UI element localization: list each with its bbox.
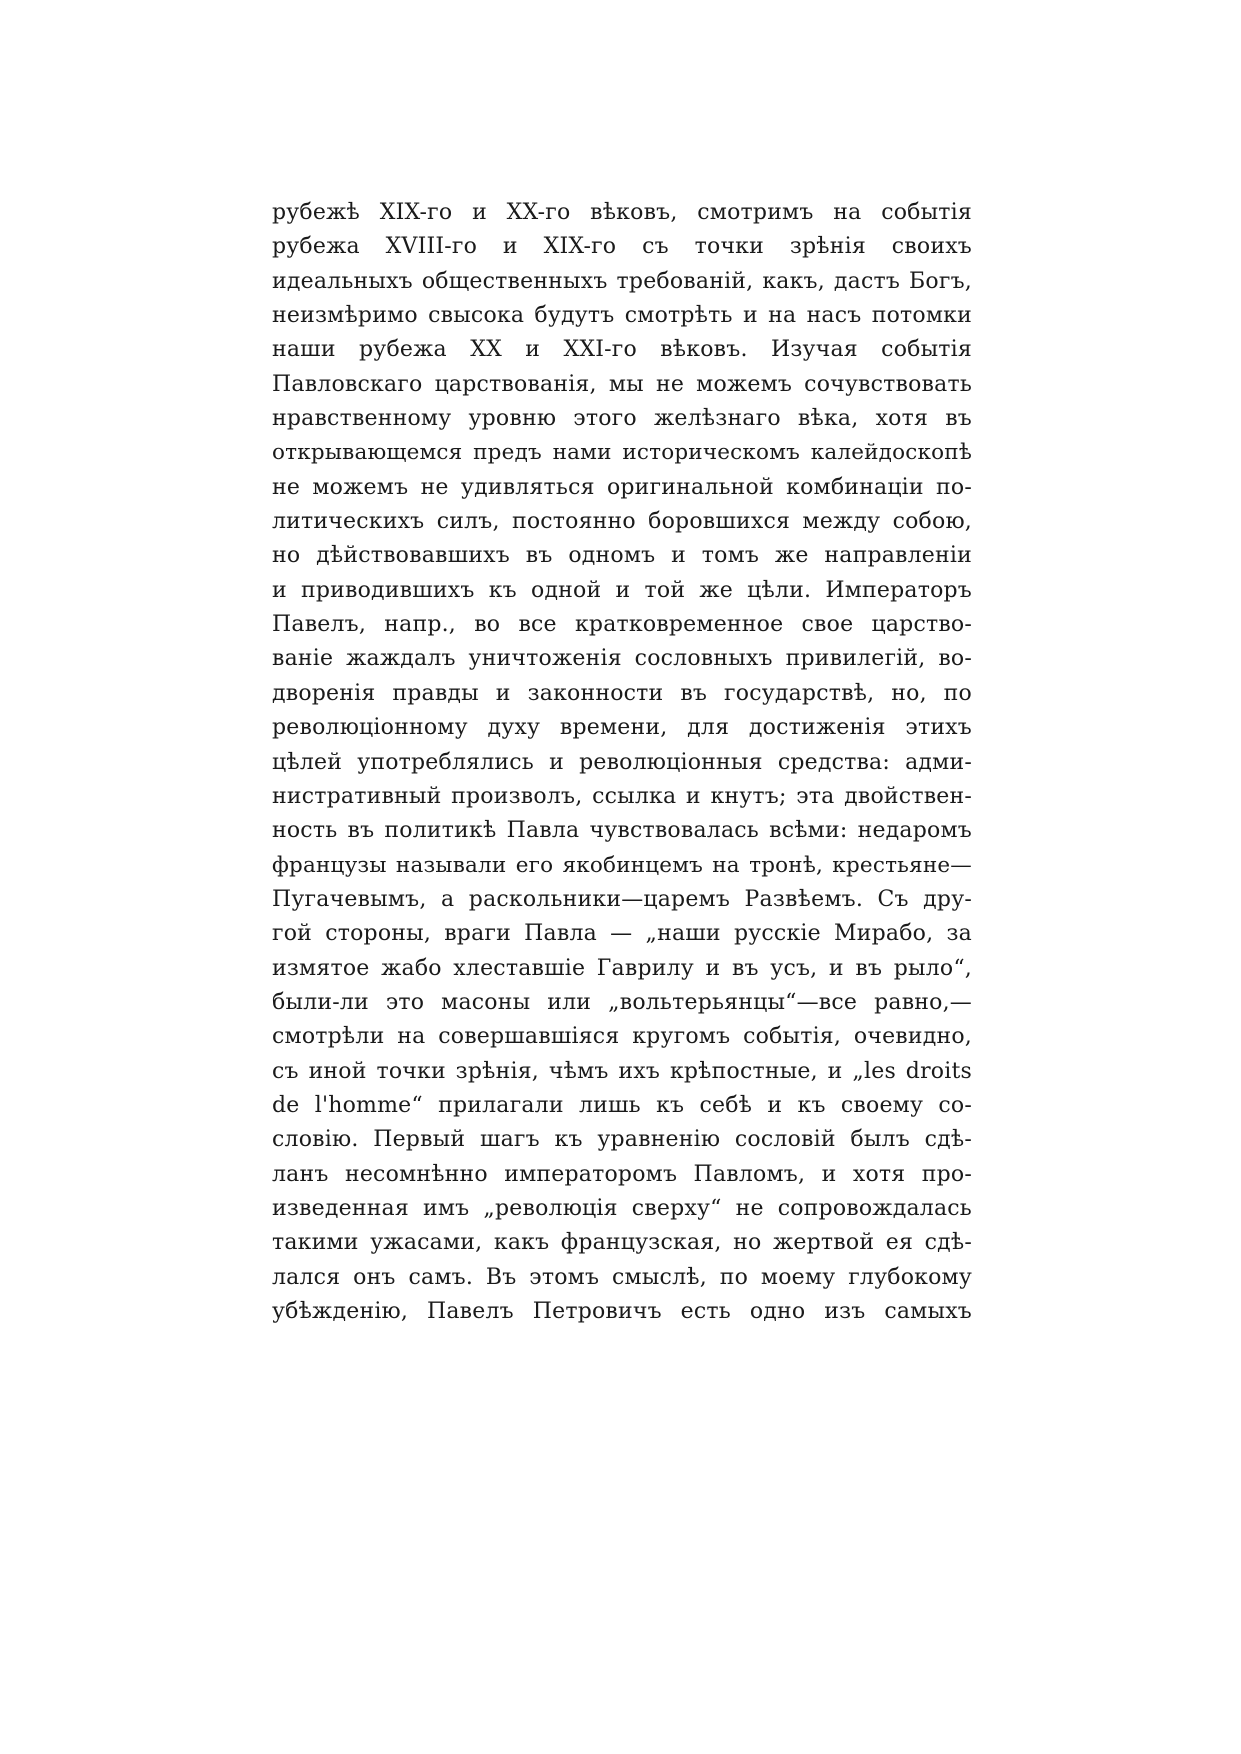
text-line-9: не можемъ не удивляться оригинальной комбинаціи по-	[272, 474, 972, 500]
text-line-32: лался онъ самъ. Въ этомъ смыслѣ, по моему глубокому	[272, 1264, 972, 1290]
text-line-3: идеальныхъ общественныхъ требованій, какъ, дастъ Богъ,	[272, 268, 972, 294]
text-line-6: Павловскаго царствованія, мы не можемъ сочувствовать	[272, 371, 972, 397]
text-line-26: съ иной точки зрѣнія, чѣмъ ихъ крѣпостные, и „les droits	[272, 1058, 972, 1084]
text-line-14: ваніе жаждалъ уничтоженія сословныхъ привилегій, во-	[272, 646, 972, 672]
text-line-15: дворенія правды и законности въ государствѣ, но, по	[272, 680, 972, 706]
text-line-24: были-ли это масоны или „вольтерьянцы“—все равно,—	[272, 989, 972, 1015]
text-line-21: Пугачевымъ, а раскольники—царемъ Развѣемъ. Съ дру-	[272, 886, 972, 912]
text-line-13: Павелъ, напр., во все кратковременное свое царство-	[272, 612, 972, 638]
text-line-23: измятое жабо хлеставшіе Гаврилу и въ усъ, и въ рыло“,	[272, 955, 972, 981]
text-line-10: литическихъ силъ, постоянно боровшихся между собою,	[272, 509, 972, 535]
text-line-7: нравственному уровню этого желѣзнаго вѣка, хотя въ	[272, 406, 972, 432]
text-line-5: наши рубежа XX и XXI-го вѣковъ. Изучая событія	[272, 337, 972, 363]
text-line-2: рубежа XVIII-го и XIX-го съ точки зрѣнія своихъ	[272, 234, 972, 260]
text-line-8: открывающемся предъ нами историческомъ калейдоскопѣ	[272, 440, 972, 466]
text-line-25: смотрѣли на совершавшіяся кругомъ событія, очевидно,	[272, 1024, 972, 1050]
text-line-22: гой стороны, враги Павла — „наши русскіе Мирабо, за	[272, 921, 972, 947]
text-line-12: и приводившихъ къ одной и той же цѣли. Императоръ	[272, 577, 972, 603]
text-line-20: французы называли его якобинцемъ на тронѣ, крестьяне—	[272, 852, 972, 878]
text-line-29: ланъ несомнѣнно императоромъ Павломъ, и хотя про-	[272, 1161, 972, 1187]
body-text	[272, 196, 972, 1329]
text-line-1: рубежѣ XIX-го и XX-го вѣковъ, смотримъ на событія	[272, 200, 972, 225]
text-line-28: словію. Первый шагъ къ уравненію сословій былъ сдѣ-	[272, 1127, 972, 1153]
text-line-30: изведенная имъ „революція сверху“ не сопровождалась	[272, 1195, 972, 1221]
text-line-27: de l'homme“ прилагали лишь къ себѣ и къ своему со-	[272, 1092, 972, 1118]
text-line-17: цѣлей употреблялись и революціонныя средства: адми-	[272, 749, 972, 775]
text-line-31: такими ужасами, какъ французская, но жертвой ея сдѣ-	[272, 1230, 972, 1256]
text-line-33: убѣжденію, Павелъ Петровичъ есть одно изъ самыхъ	[272, 1299, 972, 1324]
text-line-16: революціонному духу времени, для достиженія этихъ	[272, 715, 972, 741]
text-line-4: неизмѣримо свысока будутъ смотрѣть и на насъ потомки	[272, 303, 972, 329]
text-line-19: ность въ политикѣ Павла чувствовалась всѣми: недаромъ	[272, 818, 972, 844]
text-line-18: нистративный произволъ, ссылка и кнутъ; эта двойствен-	[272, 783, 972, 809]
text-line-11: но дѣйствовавшихъ въ одномъ и томъ же направленіи	[272, 543, 972, 569]
